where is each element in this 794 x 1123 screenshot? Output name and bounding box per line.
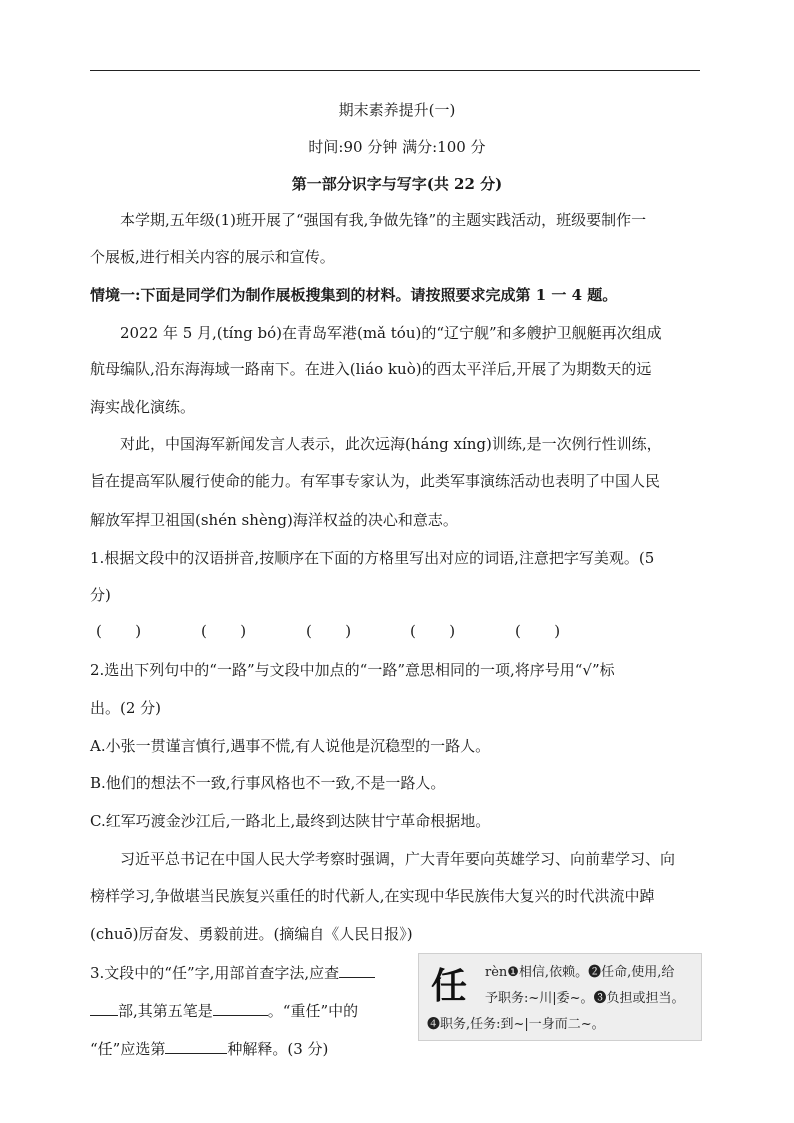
question-1-line-1: 1.根据文段中的汉语拼音,按顺序在下面的方格里写出对应的词语,注意把字写美观。(5 (90, 549, 655, 567)
option-a: A.小张一贯谨言慎行,遇事不慌,有人说他是沉稳型的一路人。 (90, 737, 491, 755)
question-3-text: 种解释。(3 分) (227, 1040, 329, 1058)
question-3-line-1 (90, 961, 420, 983)
passage1-line-6: 解放军捍卫祖国(shén shèng)海洋权益的决心和意志。 (90, 511, 458, 529)
question-2-line-2: 出。(2 分) (90, 699, 162, 717)
dictionary-character: 任 (431, 965, 468, 1007)
question-3-text: 3.文段中的“任”字,用部首查字法,应查 (90, 964, 340, 982)
dictionary-line-1: rèn❶相信,依赖。❷任命,使用,给 (485, 965, 675, 980)
passage2-line-1: 习近平总书记在中国人民大学考察时强调，广大青年要向英雄学习、向前辈学习、向 (120, 850, 676, 868)
question-3-text: 。“重任”中的 (267, 1002, 359, 1020)
fifth-stroke-blank[interactable] (213, 999, 268, 1016)
question-1-line-2: 分) (90, 586, 111, 604)
passage2-line-3: (chuō)厉奋发、勇毅前进。(摘编自《人民日报》) (90, 925, 413, 943)
radical-blank[interactable] (339, 961, 375, 978)
passage2-line-2: 榜样学习,争做堪当民族复兴重任的时代新人,在实现中华民族伟大复兴的时代洪流中踔 (90, 887, 655, 905)
option-c: C.红军巧渡金沙江后,一路北上,最终到达陕甘宁革命根据地。 (90, 812, 491, 830)
passage1-line-3: 海实战化演练。 (90, 398, 196, 416)
intro-line-2: 个展板,进行相关内容的展示和宣传。 (90, 248, 335, 266)
definition-blank[interactable] (165, 1037, 227, 1054)
dictionary-entry (418, 953, 702, 1041)
passage1-line-1: 2022 年 5 月,(tíng bó)在青岛军港(mǎ tóu)的“辽宁舰”和多艘护卫舰艇再次组成 (120, 324, 662, 342)
answer-bracket[interactable]: ( ) (201, 622, 247, 640)
question-3-line-2 (90, 999, 420, 1021)
passage1-line-2: 航母编队,沿东海海域一路南下。在进入(liáo kuò)的西太平洋后,开展了为期数天的远 (90, 360, 652, 378)
intro-line-1: 本学期,五年级(1)班开展了“强国有我,争做先锋”的主题实践活动，班级要制作一 (120, 211, 647, 229)
dictionary-line-3: ❹职务,任务:到~|一身而二~。 (427, 1017, 605, 1032)
answer-bracket[interactable]: ( ) (410, 622, 456, 640)
top-rule (90, 70, 700, 71)
page-title: 期末素养提升(一) (338, 101, 456, 119)
option-b: B.他们的想法不一致,行事风格也不一致,不是一路人。 (90, 774, 446, 792)
passage1-line-4: 对此，中国海军新闻发言人表示，此次远海(háng xíng)训练,是一次例行性训练， (120, 435, 662, 453)
answer-bracket[interactable]: ( ) (96, 622, 142, 640)
question-3-text: 部,其第五笔是 (118, 1002, 213, 1020)
question-3-line-3 (90, 1037, 420, 1059)
answer-bracket[interactable]: ( ) (515, 622, 561, 640)
question-3-text: “任”应选第 (90, 1040, 166, 1058)
section-heading: 第一部分识字与写字(共 22 分) (291, 175, 503, 193)
exam-meta: 时间:90 分钟 满分:100 分 (308, 138, 486, 156)
radical-blank-continued[interactable] (90, 999, 118, 1016)
dictionary-line-2: 予职务:~川|委~。❸负担或担当。 (485, 991, 685, 1006)
answer-brackets (96, 622, 596, 642)
scenario-heading: 情境一:下面是同学们为制作展板搜集到的材料。请按照要求完成第 1 一 4 题。 (90, 286, 618, 304)
passage1-line-5: 旨在提高军队履行使命的能力。有军事专家认为，此类军事演练活动也表明了中国人民 (90, 472, 661, 490)
answer-bracket[interactable]: ( ) (306, 622, 352, 640)
question-2-line-1: 2.选出下列句中的“一路”与文段中加点的“一路”意思相同的一项,将序号用“√”标 (90, 661, 615, 679)
